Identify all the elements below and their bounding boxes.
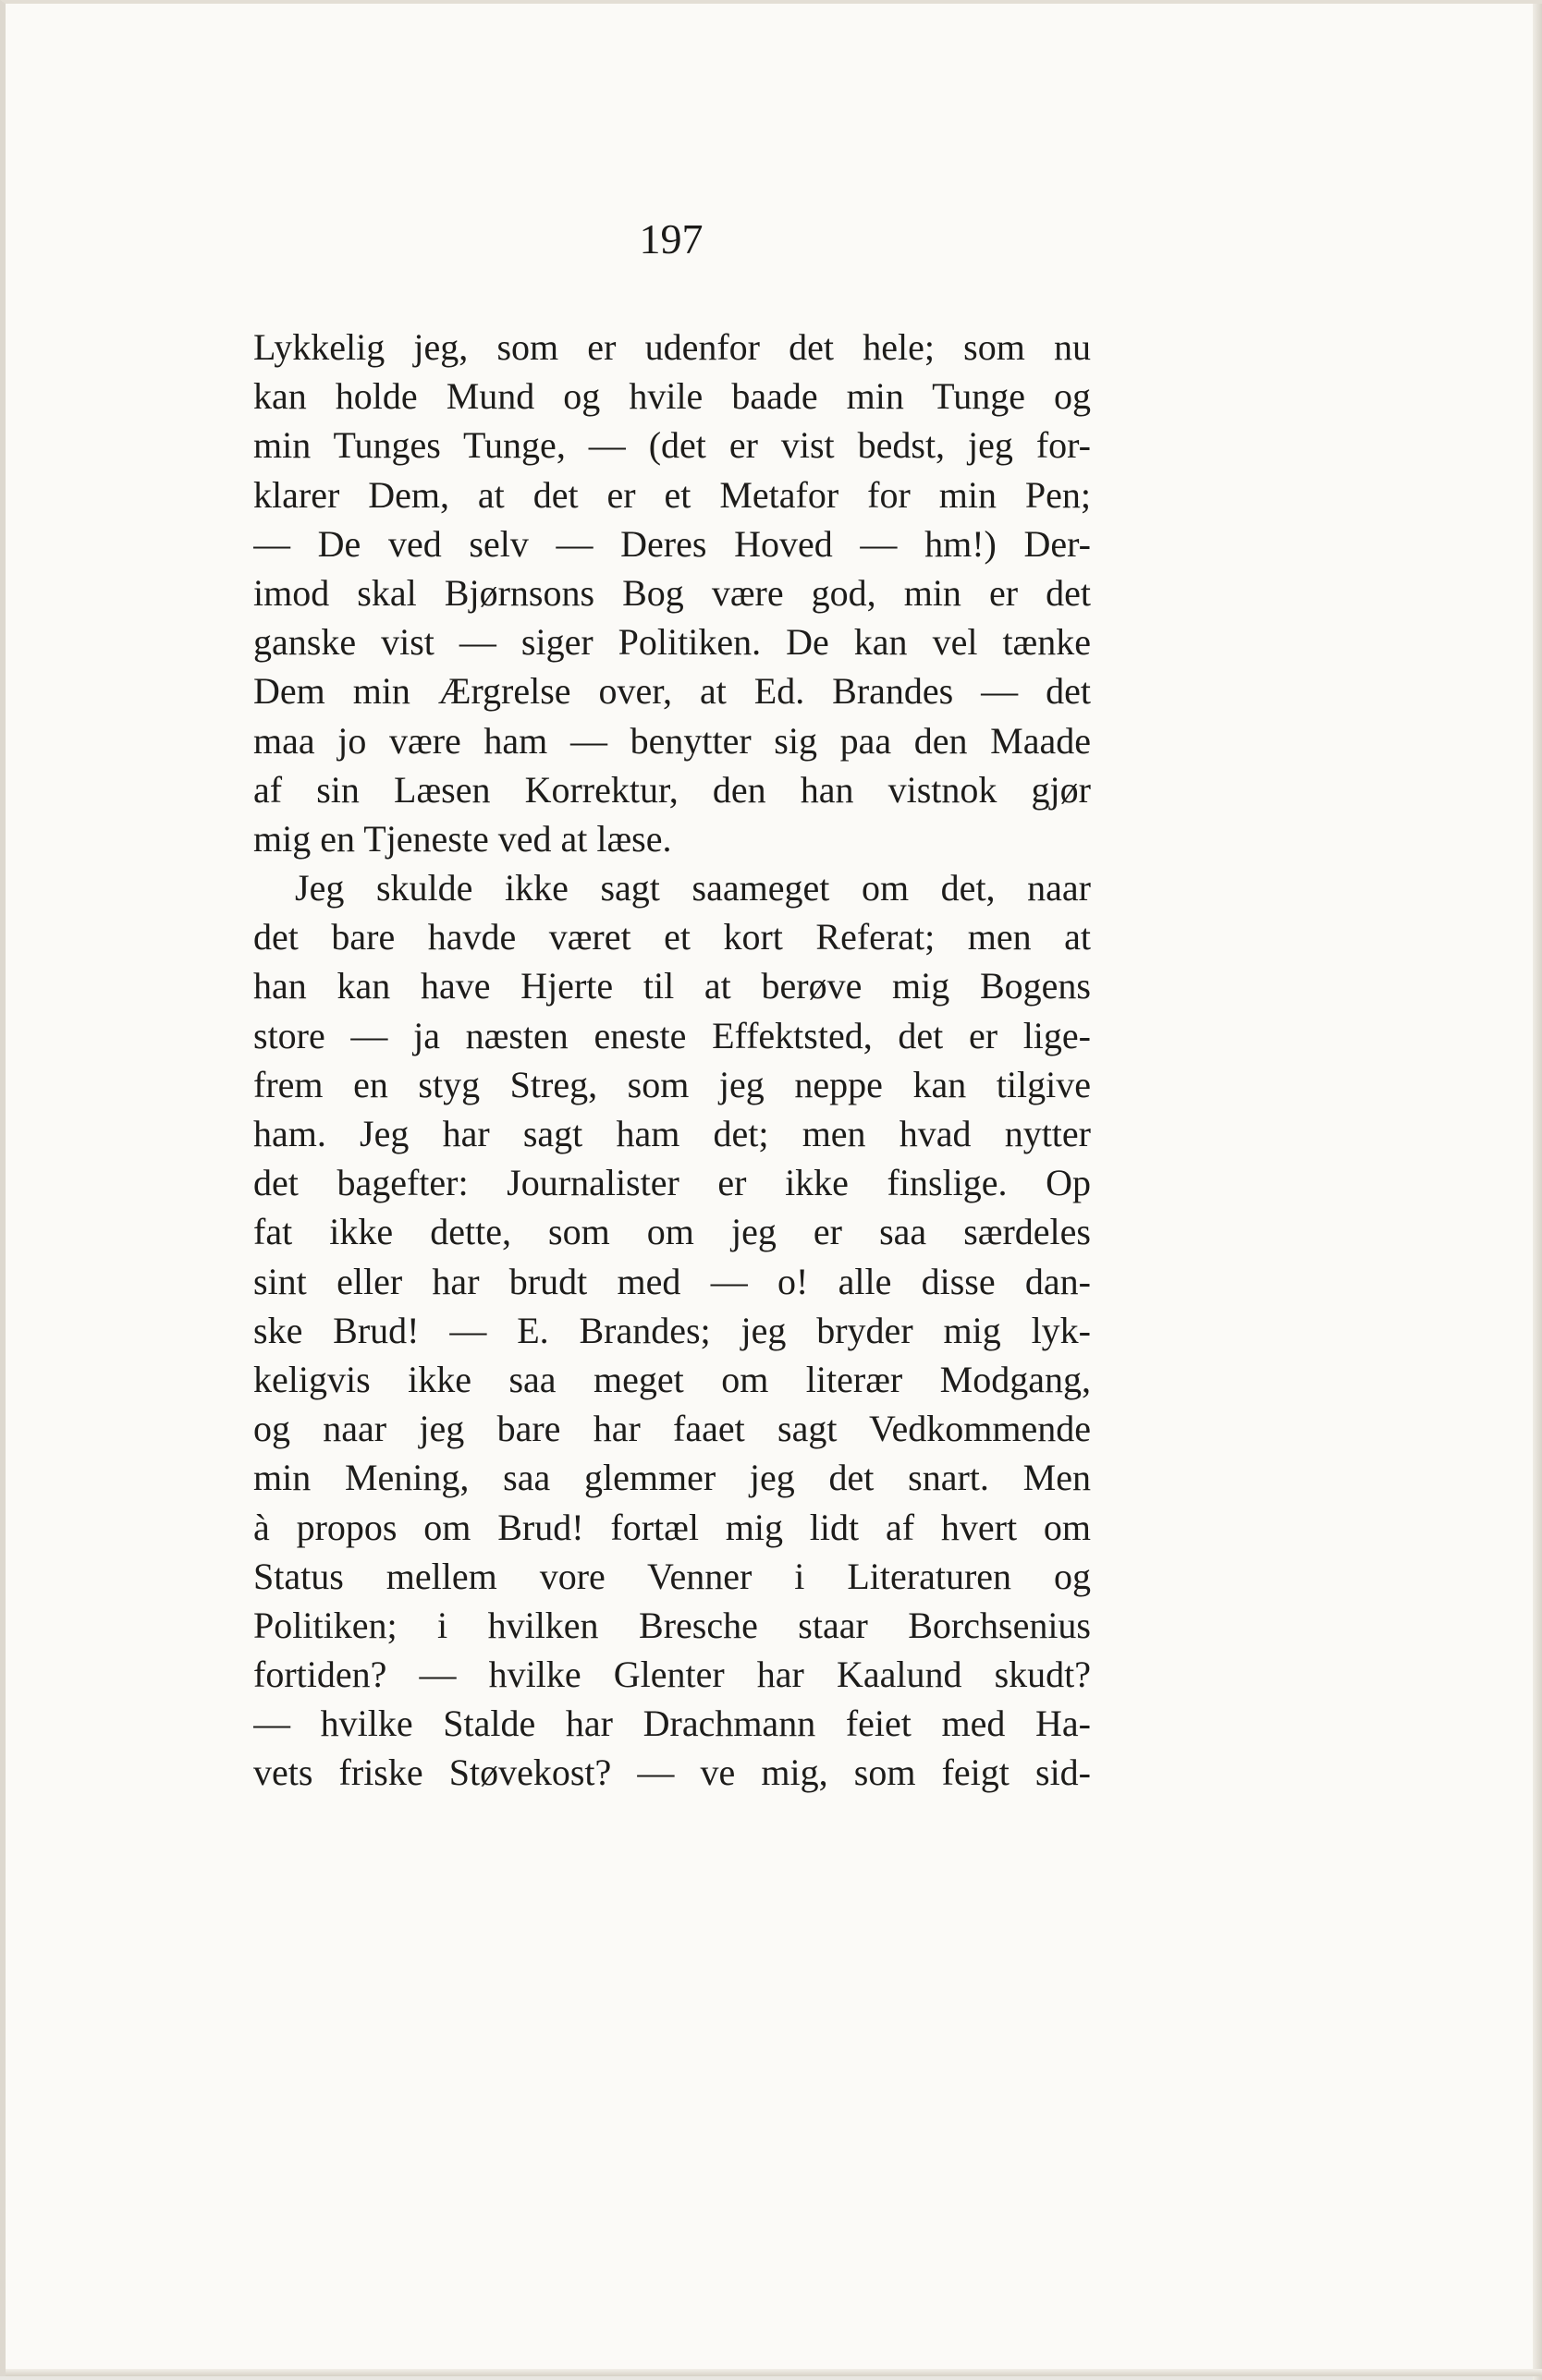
text-line: han kan have Hjerte til at berøve mig Bogens <box>253 965 1091 1007</box>
text-line: imod skal Bjørnsons Bog være god, min er det <box>253 571 1091 614</box>
text-line: min Mening, saa glemmer jeg det snart. Men <box>253 1457 1091 1499</box>
text-line: ham. Jeg har sagt ham det; men hvad nytter <box>253 1113 1091 1154</box>
text-line: kan holde Mund og hvile baade min Tunge og <box>253 375 1091 418</box>
text-line: Jeg skulde ikke sagt saameget om det, naar <box>295 867 1091 909</box>
text-line: — De ved selv — Deres Hoved — hm!) Der- <box>253 522 1091 565</box>
text-line: Dem min Ærgrelse over, at Ed. Brandes — det <box>253 670 1091 713</box>
text-line: det bare havde været et kort Referat; men at <box>253 916 1091 958</box>
text-line: Lykkelig jeg, som er udenfor det hele; som nu <box>253 326 1091 368</box>
text-line: à propos om Brud! fortæl mig lidt af hvert om <box>253 1506 1091 1548</box>
text-line: mig en Tjeneste ved at læse. <box>253 817 672 860</box>
body-text <box>253 323 1091 1798</box>
text-line: maa jo være ham — benytter sig paa den Maade <box>253 719 1091 762</box>
text-line: keligvis ikke saa meget om literær Modgang, <box>253 1358 1091 1400</box>
text-line: Politiken; i hvilken Bresche staar Borchsenius <box>253 1604 1091 1646</box>
text-line: — hvilke Stalde har Drachmann feiet med Ha- <box>253 1703 1091 1745</box>
text-line: store — ja næsten eneste Effektsted, det er lige- <box>253 1014 1091 1056</box>
page-edge-right <box>1533 4 1542 2380</box>
text-line: min Tunges Tunge, — (det er vist bedst, jeg for- <box>253 424 1091 467</box>
text-line: ganske vist — siger Politiken. De kan vel tænke <box>253 621 1091 664</box>
text-line: Status mellem vore Venner i Literaturen og <box>253 1555 1091 1597</box>
text-line: det bagefter: Journalister er ikke finslige. Op <box>253 1162 1091 1204</box>
page-edge-bottom <box>6 2369 1542 2376</box>
text-line: ske Brud! — E. Brandes; jeg bryder mig lyk- <box>253 1309 1091 1351</box>
text-line: klarer Dem, at det er et Metafor for min Pen; <box>253 473 1091 516</box>
text-line: og naar jeg bare har faaet sagt Vedkommende <box>253 1408 1091 1450</box>
text-line: vets friske Støvekost? — ve mig, som feigt sid- <box>253 1751 1091 1794</box>
text-line: fortiden? — hvilke Glenter har Kaalund skudt? <box>253 1654 1091 1696</box>
text-line: sint eller har brudt med — o! alle disse dan- <box>253 1260 1091 1302</box>
text-line: fat ikke dette, som om jeg er saa særdeles <box>253 1211 1091 1253</box>
text-line: frem en styg Streg, som jeg neppe kan tilgive <box>253 1063 1091 1105</box>
text-line: af sin Læsen Korrektur, den han vistnok gjør <box>253 768 1091 811</box>
page-number: 197 <box>639 215 704 262</box>
